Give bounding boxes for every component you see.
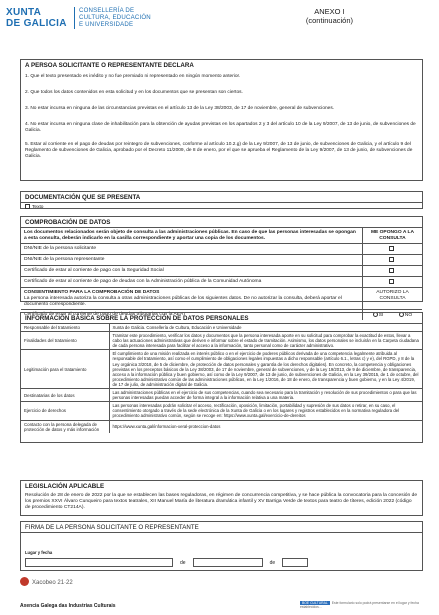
yes-label: SÍ: [378, 312, 384, 318]
verification-row-label: DNI/NIE de la persona representante: [24, 256, 105, 262]
privacy-key: Responsable del tratamiento: [21, 324, 109, 332]
legislation-section: [20, 480, 423, 516]
text-label: Texto: [32, 205, 44, 210]
consent-text: La persona interesada autoriza la consulta a otras administraciones públicas de los siguientes datos. De no autorizar la consulta, deberá aportar el documento correspondiente.: [24, 295, 342, 307]
legislation-text: Resolución de 28 de enero de 2022 por la que se establecen las bases reguladoras, en régimen de concurrencia competitiva, y se hace pública la convocatoria para la concesión de los premios XXVI Álvaro Cunqueiro para textos teatrales, XII Manuel María de literatura dramática infantil y XV Barriga Verde de textos para teatro de títeres, edición 2022 (código de procedimiento CT214A).: [25, 492, 418, 510]
verification-intro-row: [21, 227, 422, 243]
verification-row: [21, 254, 422, 265]
privacy-table: [21, 323, 422, 433]
privacy-value: Tramitar este procedimiento, verificar los datos y documentos que la persona interesada aporte en su solicitud para comprobar la exactitud de estos, llevar a cabo las actuaciones administrativas que deriven e informar sobre el estado de tramitación. Asimismo, los datos personales se incluirán en la Carpeta ciudadana de cada persona interesada para facilitar el acceso a la información, tanto personal como de carácter administrativo.: [109, 332, 422, 350]
privacy-value: Las administraciones públicas en el ejercicio de sus competencias, cuando sea necesario para la tramitación y resolución de sus procedimientos o para que las personas interesadas puedan acceder de forma integral a la información relativa a una materia.: [109, 389, 422, 402]
verification-title: COMPROBACIÓN DE DATOS: [25, 219, 111, 226]
logo-divider: [74, 7, 75, 29]
oppose-cell: [362, 266, 422, 276]
consent-row: [21, 287, 422, 309]
ministry-line-2: CULTURA, EDUCACIÓN: [79, 14, 151, 21]
page-header: [6, 7, 433, 49]
place-input[interactable]: [25, 558, 173, 567]
oppose-checkbox[interactable]: [389, 268, 394, 273]
privacy-title: INFORMACIÓN BÁSICA SOBRE LA PROTECCIÓN DE DATOS PERSONALES: [25, 315, 249, 322]
place-date-label: Lugar y fecha: [25, 550, 53, 555]
privacy-value: Las personas interesadas podrán solicitar el acceso, rectificación, oposición, limitación, portabilidad y supresión de sus datos o retirar, en su caso, el consentimiento otorgado a través de la sede electrónica de la Xunta de Galicia o en los lugares y registros establecidos en la normativa reguladora del procedimiento administrativo común, según se recoge en: https://www.xunta.gal/exercicio-de-dereitos: [109, 402, 422, 420]
privacy-key: Legitimación para el tratamiento: [21, 350, 109, 389]
legislation-title: LEGISLACIÓN APLICABLE: [25, 483, 105, 490]
footer-note-text: Este formulario solo podrá presentarse en el lugar y fecha establecidos...: [300, 601, 419, 610]
de-label: de: [269, 559, 276, 566]
table-row: [21, 324, 422, 332]
consent-text-block: [21, 288, 362, 309]
verification-intro: Los documentos relacionados serán objeto de consulta a las administraciones públicas. En caso de que las personas interesadas se opongan a esta consulta, deberán indicarlo en la casilla correspondiente y aportar una copia de los documentos.: [24, 229, 356, 241]
oppose-header: ME OPONGO A LA CONSULTA: [362, 228, 422, 243]
privacy-key: Ejercicio de derechos: [21, 402, 109, 420]
place-date-fields: [25, 558, 308, 567]
table-row: [21, 420, 422, 433]
verification-row: [21, 276, 422, 287]
xacobeo-mark-icon: [20, 577, 29, 586]
declaration-item: 4. No estar incursa en ninguna clase de inhabilitación para la obtención de ayudas previstas en los apartados 2 y 3 del artículo 10 de la Ley 9/2007, de 13 de junio, de subvenciones de Galicia.: [25, 121, 416, 133]
verification-row-label: Certificado de estar al corriente de pago de deudas con la Administración pública de la Comunidad Autónoma: [24, 278, 262, 284]
oppose-checkbox[interactable]: [389, 279, 394, 284]
privacy-key: Finalidades del tratamiento: [21, 332, 109, 350]
documentation-section: [20, 191, 423, 209]
ministry-line-1: CONSELLERÍA DE: [79, 7, 135, 14]
xacobeo-logo: [20, 577, 73, 586]
declaration-section: [20, 59, 423, 181]
footer-note: [300, 601, 435, 609]
brand-line-2: DE GALICIA: [6, 18, 67, 29]
declaration-item: 3. No estar incursa en ninguna de las circunstancias previstas en el artículo 13 de la Ley 38/2003, de 17 de noviembre, general de subvenciones.: [25, 105, 335, 111]
verification-row: [21, 265, 422, 276]
oppose-checkbox[interactable]: [389, 246, 394, 251]
table-row: [21, 332, 422, 350]
verification-section: [20, 216, 423, 318]
table-row: [21, 350, 422, 389]
signature-title: FIRMA DE LA PERSONA SOLICITANTE O REPRESENTANTE: [21, 522, 422, 533]
verification-row: [21, 243, 422, 254]
privacy-value: https://www.xunta.gal/informacion-xeral-proteccion-datos: [109, 420, 422, 433]
xacobeo-text: Xacobeo 21·22: [32, 580, 73, 586]
privacy-key: Contacto con la persona delegada de protección de datos y más información: [21, 420, 109, 433]
authorize-header: AUTORIZO LA CONSULTA: [362, 288, 422, 309]
agency-name: Axencia Galega das Industrias Culturais: [20, 603, 116, 609]
xunta-logo: [6, 7, 72, 45]
no-label: NO: [404, 312, 413, 318]
annex-subtitle: (continuación): [305, 16, 353, 25]
privacy-key: Destinatarias de los datos: [21, 389, 109, 402]
declaration-item: 2. Que todos los datos contenidos en esta solicitud y en los documentos que se presentan son ciertos.: [25, 89, 243, 95]
year-input[interactable]: [282, 558, 308, 567]
privacy-value: Xunta de Galicia. Consellería de Cultura, Educación e Universidade: [109, 324, 422, 332]
footer-tag: BOE CULTURAL: [302, 601, 328, 605]
privacy-value: El cumplimiento de una misión realizada en interés público o en el ejercicio de poderes públicos derivada de una competencia legalmente atribuida al responsable del tratamiento, así como el cumplimiento de obligaciones legales impuestas a dicho responsable (artículo 6.1., letras c) y e), del RGPD, y 8 de la Ley orgánica 3/2018, de 5 de diciembre, de protección de datos personales y garantía de los derechos digitales). En concreto, la competencia y obligaciones previstas en los preceptos básicos de la Ley 38/2003, de 17 de noviembre, general de subvenciones, y de la Ley 19/2013, de 9 de diciembre, de transparencia, acceso a la información pública y buen gobierno, así como de la Ley 9/2007, de 13 de junio, de subvenciones de Galicia, en la Ley 39/2015, de 1 de octubre, del procedimiento administrativo común de las administraciones públicas, en la Ley 1/2016, de 18 de enero, de transparencia y buen gobierno, y en la Ley 4/2019, de 17 de julio, de administración digital de Galicia.: [109, 350, 422, 389]
oppose-cell: [362, 277, 422, 287]
table-row: [21, 402, 422, 420]
oppose-checkbox[interactable]: [389, 257, 394, 262]
declaration-item: 5. Estar al corriente en el pago de deudas por reintegro de subvenciones, conforme al artículo 10.2.g) de la Ley 9/2007, de 13 de junio, de subvenciones de Galicia, y el artículo 9 del Reglamento de subvenciones de Galicia, aprobado por el Decreto 11/2009, de 8 de enero, por el que se aprueba el Reglamento de la Ley 9/2007, de 13 de junio, de subvenciones de Galicia.: [25, 141, 413, 159]
verification-row-label: Certificado de estar al corriente de pago con la Seguridad Social: [24, 267, 164, 273]
ministry-line-3: E UNIVERSIDADE: [79, 21, 134, 28]
brand-line-1: XUNTA: [6, 7, 42, 18]
declaration-title: A PERSOA SOLICITANTE O REPRESENTANTE DECLARA: [25, 62, 194, 69]
declaration-item: 1. Que el texto presentado es inédito y no fue premiado ni representado en ningún momento anterior.: [25, 73, 241, 79]
documentation-item: [21, 203, 422, 213]
signature-section: [20, 521, 423, 571]
table-row: [21, 389, 422, 402]
month-input[interactable]: [193, 558, 263, 567]
de-label: de: [180, 559, 186, 566]
consent-title: CONSENTIMIENTO PARA LA COMPROBACIÓN DE DATOS: [24, 289, 160, 295]
oppose-cell: [362, 255, 422, 265]
text-checkbox[interactable]: [25, 204, 30, 209]
verification-row-label: DNI/NIE de la persona solicitante: [24, 245, 97, 251]
annex-heading: [306, 7, 353, 25]
annex-title: ANEXO I: [314, 7, 345, 16]
oppose-cell: [362, 244, 422, 254]
ministry-name: [79, 7, 151, 28]
privacy-section: [20, 312, 423, 443]
documentation-title: DOCUMENTACIÓN QUE SE PRESENTA: [21, 192, 422, 203]
aeat-label: Certificado de estar al corriente de pago de deudas tributarias con la AEAT: [24, 311, 186, 317]
